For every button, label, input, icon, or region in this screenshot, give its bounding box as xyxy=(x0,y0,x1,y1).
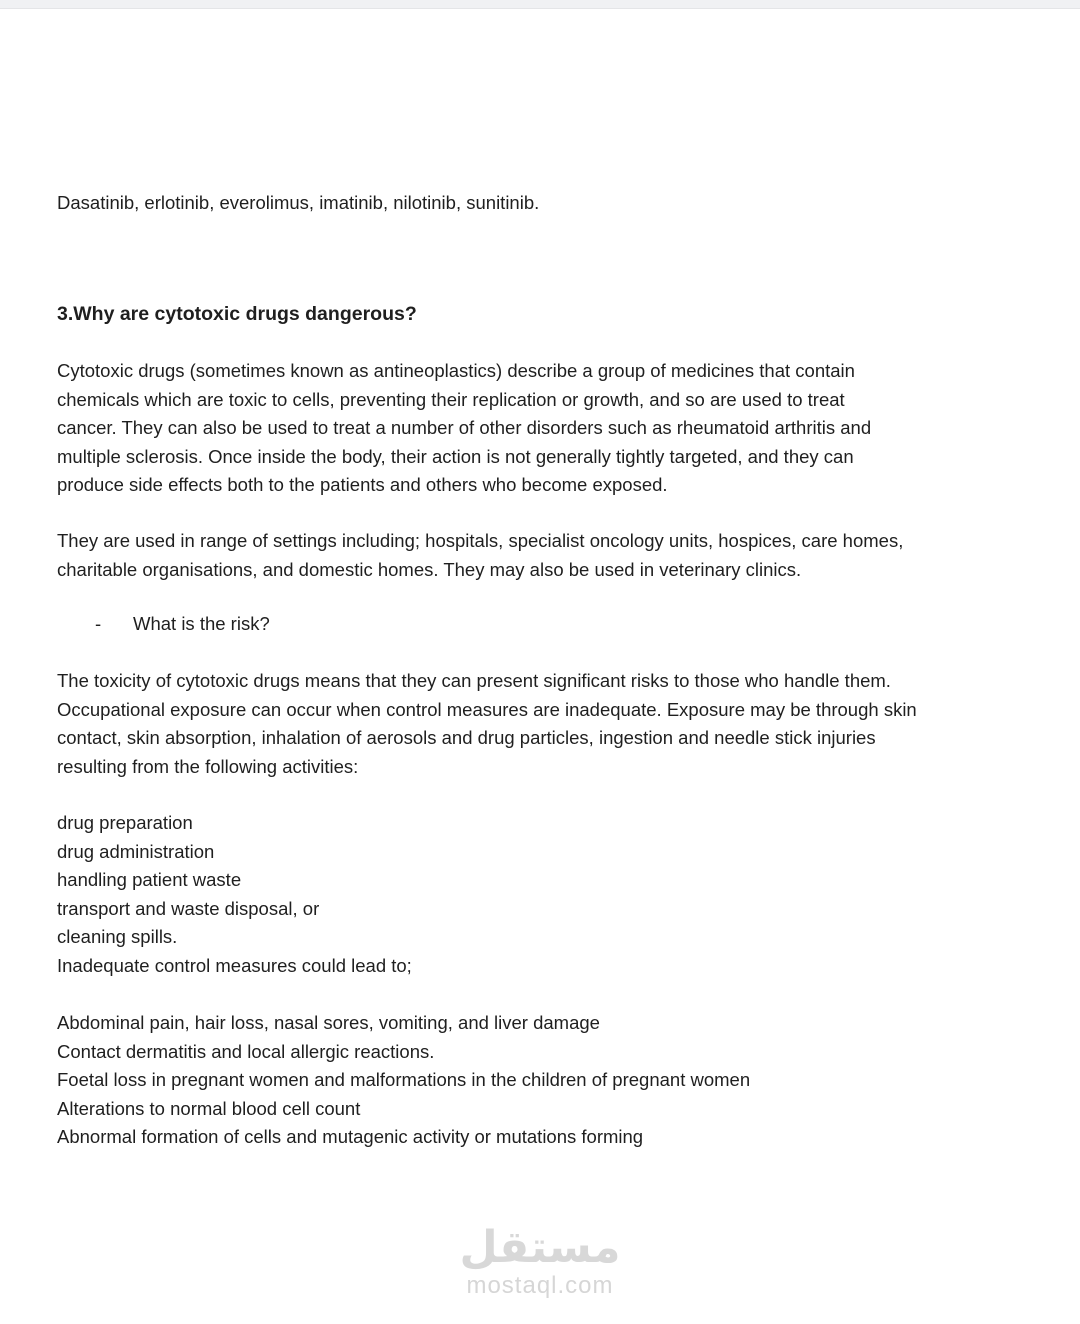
paragraph-cytotoxic-definition xyxy=(57,357,1037,500)
effects-list xyxy=(57,1009,1037,1152)
mostaql-logo: مستقل xyxy=(459,1222,621,1273)
paragraph-line: They are used in range of settings including; hospitals, specialist oncology units, hospices, care homes, xyxy=(57,530,904,551)
watermark xyxy=(0,1224,1080,1299)
activities-list-item: transport and waste disposal, or xyxy=(57,897,320,919)
paragraph-line: Occupational exposure can occur when control measures are inadequate. Exposure may be through skin xyxy=(57,698,917,720)
paragraph-line: chemicals which are toxic to cells, preventing their replication or growth, and so are used to treat xyxy=(57,388,845,410)
effects-list-item: Alterations to normal blood cell count xyxy=(57,1097,361,1119)
paragraph-line: resulting from the following activities: xyxy=(57,755,359,777)
paragraph-toxicity-risks xyxy=(57,667,1037,781)
effects-list-item: Contact dermatitis and local allergic reactions. xyxy=(57,1040,435,1062)
paragraph-line: Cytotoxic drugs (sometimes known as antineoplastics) describe a group of medicines that contain xyxy=(57,360,855,381)
paragraph-line: The toxicity of cytotoxic drugs means that they can present significant risks to those who handle them. xyxy=(57,670,891,691)
paragraph-line: charitable organisations, and domestic homes. They may also be used in veterinary clinics. xyxy=(57,558,802,580)
paragraph-settings xyxy=(57,527,1037,584)
mostaql-domain-text: mostaql.com xyxy=(466,1272,614,1299)
activities-list-item: Inadequate control measures could lead to; xyxy=(57,954,412,976)
activities-list-item: cleaning spills. xyxy=(57,926,178,947)
bullet-dash-marker: - xyxy=(95,613,102,634)
activities-list-item: drug preparation xyxy=(57,812,193,833)
activities-list-item: drug administration xyxy=(57,840,215,862)
paragraph-line: multiple sclerosis. Once inside the body, their action is not generally tightly targeted, and they can xyxy=(57,445,854,467)
activities-list xyxy=(57,809,1037,980)
effects-list-item: Foetal loss in pregnant women and malformations in the children of pregnant women xyxy=(57,1069,751,1090)
section-heading: 3.Why are cytotoxic drugs dangerous? xyxy=(57,303,417,325)
page-top-edge xyxy=(0,0,1080,9)
effects-list-item: Abnormal formation of cells and mutagenic activity or mutations forming xyxy=(57,1126,644,1147)
paragraph-line: cancer. They can also be used to treat a number of other disorders such as rheumatoid arthritis and xyxy=(57,417,872,438)
effects-list-item: Abdominal pain, hair loss, nasal sores, vomiting, and liver damage xyxy=(57,1012,600,1033)
drug-names-line: Dasatinib, erlotinib, everolimus, imatinib, nilotinib, sunitinib. xyxy=(57,192,540,213)
bullet-item xyxy=(57,610,1037,639)
activities-list-item: handling patient waste xyxy=(57,869,242,890)
paragraph-line: contact, skin absorption, inhalation of aerosols and drug particles, ingestion and needle stick injuries xyxy=(57,727,876,748)
bullet-question: What is the risk? xyxy=(133,613,270,634)
paragraph-line: produce side effects both to the patients and others who become exposed. xyxy=(57,474,668,495)
